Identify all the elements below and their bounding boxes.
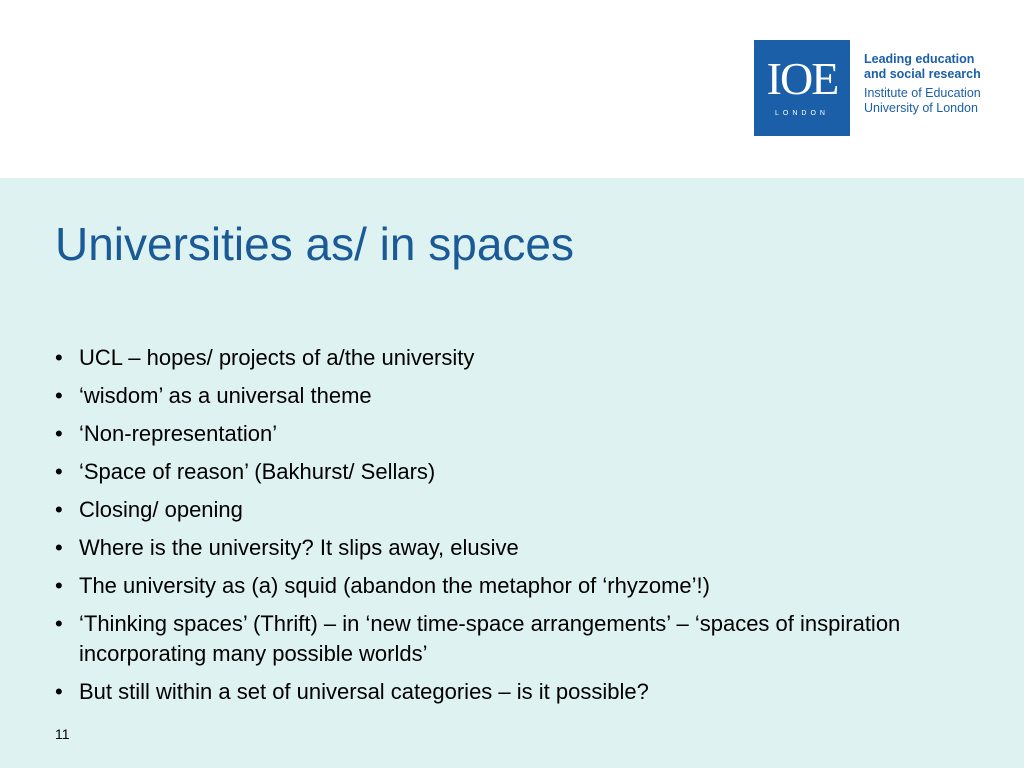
bullet-item — [55, 419, 1005, 449]
bullet-dot: • — [55, 459, 63, 484]
bullet-text: ‘wisdom’ as a universal theme — [79, 383, 372, 408]
logo-sub: LONDON — [775, 110, 829, 117]
bullet-item — [55, 495, 1005, 525]
slide-title: Universities as/ in spaces — [55, 218, 574, 270]
bullet-text: ‘Thinking spaces’ (Thrift) – in ‘new time-space arrangements’ – ‘spaces of inspiration incorporating many possible worlds’ — [79, 611, 901, 666]
bullet-item — [55, 381, 1005, 411]
bullet-item — [55, 609, 1005, 669]
bullet-dot: • — [55, 345, 63, 370]
bullet-item — [55, 533, 1005, 563]
page-number: 11 — [55, 726, 70, 742]
bullet-text: But still within a set of universal categories – is it possible? — [79, 679, 649, 704]
bullet-text: Where is the university? It slips away, elusive — [79, 535, 519, 560]
bullet-text: The university as (a) squid (abandon the metaphor of ‘rhyzome’!) — [79, 573, 710, 598]
bullet-dot: • — [55, 573, 63, 598]
bullet-item — [55, 457, 1005, 487]
logo-org-1: Institute of Education — [864, 86, 981, 100]
bullet-dot: • — [55, 421, 63, 446]
bullet-dot: • — [55, 383, 63, 408]
logo-text — [864, 52, 1014, 116]
slide-header — [0, 0, 1024, 178]
bullet-list — [55, 343, 1005, 715]
bullet-dot: • — [55, 679, 63, 704]
bullet-item — [55, 571, 1005, 601]
bullet-dot: • — [55, 535, 63, 560]
logo-org-2: University of London — [864, 101, 978, 115]
bullet-dot: • — [55, 497, 63, 522]
bullet-text: UCL – hopes/ projects of a/the university — [79, 345, 475, 370]
logo-mark: IOE — [766, 53, 838, 104]
slide-body — [0, 178, 1024, 768]
logo-tagline-1: Leading education — [864, 52, 975, 66]
bullet-item — [55, 343, 1005, 373]
bullet-dot: • — [55, 611, 63, 636]
bullet-item — [55, 677, 1005, 707]
bullet-text: Closing/ opening — [79, 497, 243, 522]
logo-tagline-2: and social research — [864, 67, 981, 81]
bullet-text: ‘Non-representation’ — [79, 421, 278, 446]
ioe-logo — [754, 40, 850, 136]
bullet-text: ‘Space of reason’ (Bakhurst/ Sellars) — [79, 459, 436, 484]
